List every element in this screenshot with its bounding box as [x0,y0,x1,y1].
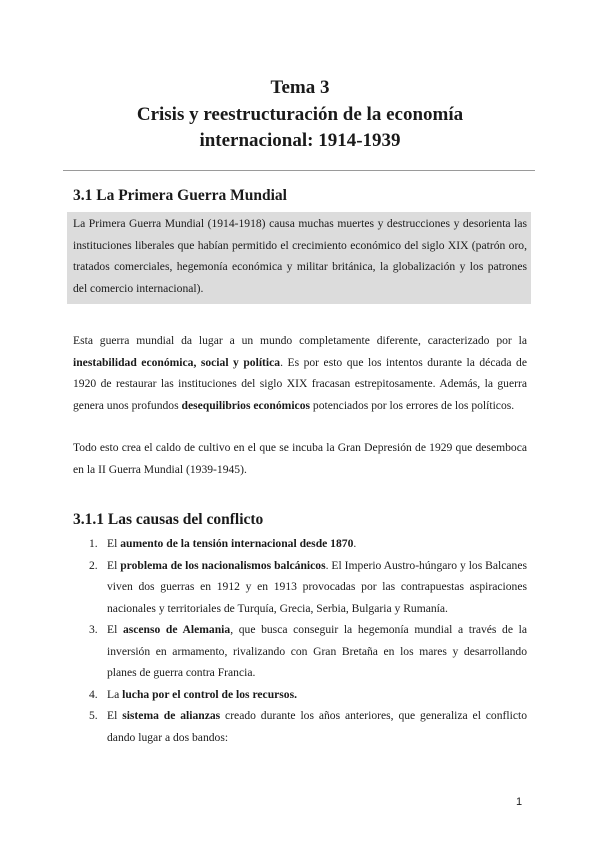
page-title-line-1: Crisis y reestructuración de la economía [136,104,464,125]
list-item [73,684,527,706]
list-item-text: creado durante los años anteriores, que generaliza el conflicto dando lugar a dos bandos: [107,709,527,744]
paragraph-text: potenciados por los errores de los políticos. [310,398,515,412]
page-number: 1 [516,796,523,808]
list-item [73,705,527,748]
list-item-text: . [353,537,357,550]
causes-list [73,533,527,748]
list-item-number: 1. [89,537,98,550]
paragraph-text: . Es por esto que los intentos durante la década de 1920 de restaurar las instituciones del siglo XIX fracasan estrepitosamente. Además, la guerra genera unos profundos [73,355,527,412]
bold-term: aumento de la tensión internacional desde 1870 [120,537,354,550]
list-item [73,533,527,555]
bold-term: ascenso de Alemania [122,623,231,636]
list-item-number: 5. [89,709,98,722]
bold-term: lucha por el control de los recursos. [122,687,298,701]
list-item-text: El [107,537,121,550]
summary-box-text: La Primera Guerra Mundial (1914-1918) causa muchas muertes y destrucciones y desorienta las instituciones liberales que habían permitido el crecimiento económico del siglo XIX (patrón oro, tratados comerciales, hegemonía económica y militar británica, la globalización y los patrones del comercio internacional). [73,217,527,295]
list-item-number: 3. [89,623,98,636]
section-heading-3-1: 3.1 La Primera Guerra Mundial [73,187,287,204]
bold-term: desequilibrios económicos [181,398,311,412]
bold-term: sistema de alianzas [122,709,221,722]
bold-term: inestabilidad económica, social y política [73,355,281,369]
list-item [73,555,527,620]
list-item-text: . El Imperio Austro-húngaro y los Balcanes viven dos guerras en 1912 y en 1913 provocadas por las contrapuestas aspiraciones nacionales y territoriales de Turquía, Grecia, Serbia, Bulgaria y Rumanía. [107,558,527,615]
title-divider [63,170,535,171]
list-item-text: El [107,709,123,722]
topic-number: Tema 3 [270,77,330,98]
page-title-line-2: internacional: 1914-1939 [199,130,401,151]
bold-term: problema de los nacionalismos balcánicos [120,558,326,572]
paragraph-great-depression: Todo esto crea el caldo de cultivo en el que se incuba la Gran Depresión de 1929 que desemboca en la II Guerra Mundial (1939-1945). [73,441,527,476]
paragraph-consequences [73,330,527,416]
section-heading-3-1-1: 3.1.1 Las causas del conflicto [73,511,264,528]
list-item-text: La [107,687,123,701]
list-item-text: El [107,558,121,572]
list-item-text: , que busca conseguir la hegemonía mundial a través de la inversión en armamento, rivalizando con Gran Bretaña en los mares y desarrollando planes de guerra contra Francia. [107,623,527,679]
list-item-number: 4. [89,687,98,701]
list-item [73,619,527,684]
paragraph-text: Esta guerra mundial da lugar a un mundo completamente diferente, caracterizado por la [73,334,527,347]
list-item-text: El [107,623,123,636]
list-item-number: 2. [89,558,98,572]
